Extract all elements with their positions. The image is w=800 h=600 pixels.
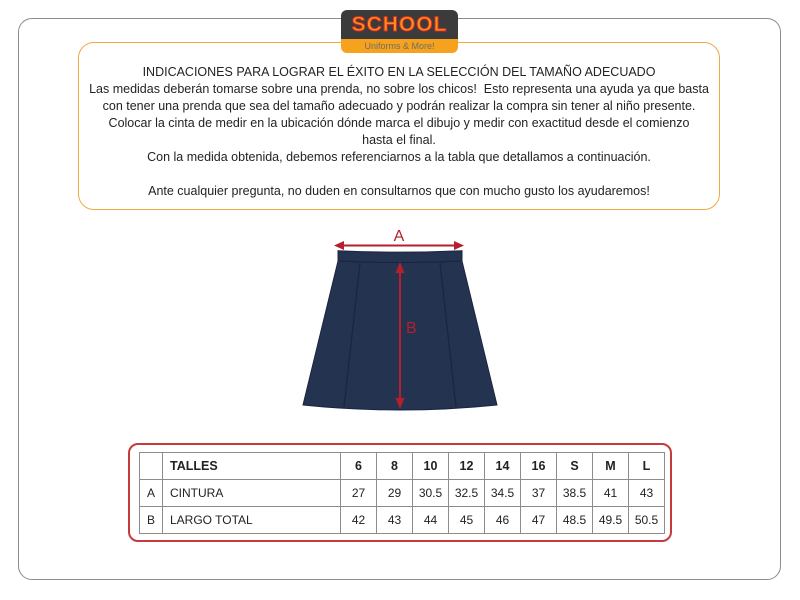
- header-size-s: S: [557, 453, 593, 480]
- header-size-10: 10: [413, 453, 449, 480]
- width-arrow-label: A: [393, 228, 405, 245]
- logo-tagline-text: Uniforms & More!: [364, 40, 435, 51]
- size-table-header-row: [140, 453, 665, 480]
- skirt-waistband: [338, 251, 462, 263]
- header-size-16: 16: [521, 453, 557, 480]
- instructions-line-4: hasta el final.: [362, 133, 436, 147]
- header-size-l: L: [629, 453, 665, 480]
- table-row: [140, 507, 665, 534]
- header-corner-cell: [140, 453, 163, 480]
- instructions-box: [78, 42, 720, 210]
- row-b-key: B: [140, 507, 163, 534]
- skirt-diagram: [290, 228, 510, 420]
- logo-brand-text: SCHOOL: [351, 13, 448, 36]
- logo-tagline-bar: [341, 39, 458, 53]
- row-a-key: A: [140, 480, 163, 507]
- largo-size-14: 46: [485, 507, 521, 534]
- header-size-8: 8: [377, 453, 413, 480]
- width-arrow-head-left: [334, 241, 344, 250]
- largo-size-s: 48.5: [557, 507, 593, 534]
- cintura-size-8: 29: [377, 480, 413, 507]
- cintura-size-14: 34.5: [485, 480, 521, 507]
- row-a-label: CINTURA: [163, 480, 341, 507]
- instructions-closing: Ante cualquier pregunta, no duden en consultarnos que con mucho gusto los ayudaremos!: [148, 184, 650, 198]
- logo-top-panel: [341, 10, 458, 39]
- largo-size-8: 43: [377, 507, 413, 534]
- header-size-12: 12: [449, 453, 485, 480]
- header-talles: TALLES: [163, 453, 341, 480]
- cintura-size-16: 37: [521, 480, 557, 507]
- instructions-line-3: Colocar la cinta de medir en la ubicación dónde marca el dibujo y medir con exactitud desde el comienzo: [108, 116, 690, 130]
- instructions-line-2: con tener una prenda que sea del tamaño adecuado y podrán realizar la compra sin tener al niño presente.: [102, 99, 696, 113]
- instructions-line-5: Con la medida obtenida, debemos referenciarnos a la tabla que detallamos a continuación.: [147, 150, 651, 164]
- instructions-title: INDICACIONES PARA LOGRAR EL ÉXITO EN LA SELECCIÓN DEL TAMAÑO ADECUADO: [142, 65, 656, 79]
- instructions-line-1: Las medidas deberán tomarse sobre una prenda, no sobre los chicos! Esto representa una ayuda ya que basta: [89, 82, 709, 96]
- largo-size-m: 49.5: [593, 507, 629, 534]
- cintura-size-12: 32.5: [449, 480, 485, 507]
- cintura-size-l: 43: [629, 480, 665, 507]
- header-size-6: 6: [341, 453, 377, 480]
- cintura-size-s: 38.5: [557, 480, 593, 507]
- cintura-size-6: 27: [341, 480, 377, 507]
- largo-size-16: 47: [521, 507, 557, 534]
- size-table: [139, 452, 665, 534]
- header-size-m: M: [593, 453, 629, 480]
- size-table-frame: [128, 443, 672, 542]
- school-logo: [341, 10, 458, 53]
- width-arrow-head-right: [454, 241, 464, 250]
- row-b-label: LARGO TOTAL: [163, 507, 341, 534]
- largo-size-10: 44: [413, 507, 449, 534]
- length-arrow-label: B: [406, 320, 417, 337]
- largo-size-6: 42: [341, 507, 377, 534]
- cintura-size-m: 41: [593, 480, 629, 507]
- largo-size-l: 50.5: [629, 507, 665, 534]
- header-size-14: 14: [485, 453, 521, 480]
- table-row: [140, 480, 665, 507]
- largo-size-12: 45: [449, 507, 485, 534]
- cintura-size-10: 30.5: [413, 480, 449, 507]
